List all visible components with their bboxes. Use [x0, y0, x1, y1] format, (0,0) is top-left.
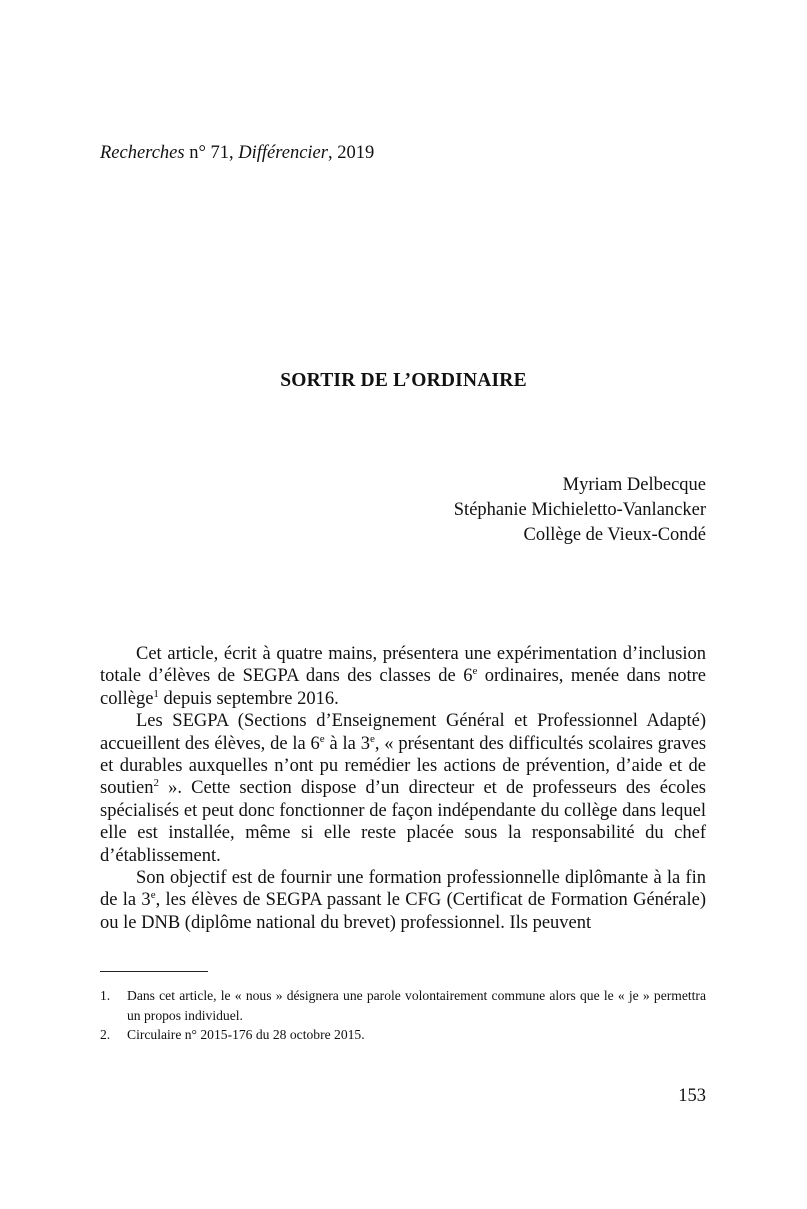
footnote-ref: 2 [153, 777, 159, 790]
body-paragraph: Les SEGPA (Sections d’Enseignement Général et Professionnel Adapté) accueillent des élèves, de la 6e à la 3e, « présentant des difficultés scolaires graves et durables auxquelles n’ont pu remédier les actions de prévention, d’aide et de soutien$^2$ ». Cette section dispose d’un directeur et de professeurs des écoles spécialisés et peut donc fonctionner de façon indépendante du collège dans lequel elle est installée, même si elle reste placée sous la responsabilité du chef d’établissement. [100, 711, 707, 866]
footnote-ref: 1 [153, 687, 159, 700]
author-name: Myriam Delbecque [562, 475, 706, 495]
issue-theme: Différencier [238, 143, 328, 163]
footnote-text: Circulaire n° 2015-176 du 28 octobre 2015. [127, 1027, 365, 1042]
footnote-number: 1. [100, 988, 111, 1003]
footnote-text: Dans cet article, le « nous » désignera une parole volontairement commune alors que le « je » permettra un propos individuel. [127, 988, 706, 1023]
body-paragraph: Son objectif est de fournir une formation professionnelle diplômante à la fin de la 3e, les élèves de SEGPA passant le CFG (Certificat de Formation Générale) ou le DNB (diplôme national du brevet) professionnel. Ils peuvent [100, 868, 707, 933]
ordinal-superscript: e [472, 665, 478, 678]
author-block [454, 473, 706, 548]
running-head [100, 143, 374, 164]
ordinal-superscript: e [150, 889, 156, 902]
footnote [100, 1025, 706, 1045]
issue-number: n° 71, [184, 143, 239, 163]
footnote-number: 2. [100, 1027, 111, 1042]
article-body [100, 643, 706, 934]
page-number: 153 [678, 1086, 706, 1106]
footnote [100, 986, 706, 1025]
footnotes [100, 986, 706, 1045]
body-paragraph: Cet article, écrit à quatre mains, présentera une expérimentation d’inclusion totale d’élèves de SEGPA dans des classes de 6e ordinaires, menée dans notre collège$^1$ depuis septembre 2016. [100, 644, 706, 709]
article-title: SORTIR DE L’ORDINAIRE [280, 370, 527, 391]
footnote-divider [100, 971, 208, 972]
author-affiliation: Collège de Vieux-Condé [523, 525, 706, 545]
ordinal-superscript: e [369, 732, 375, 745]
journal-name: Recherches [100, 143, 185, 163]
issue-year: , 2019 [327, 143, 375, 163]
author-name: Stéphanie Michieletto-Vanlancker [453, 500, 706, 520]
ordinal-superscript: e [319, 732, 325, 745]
